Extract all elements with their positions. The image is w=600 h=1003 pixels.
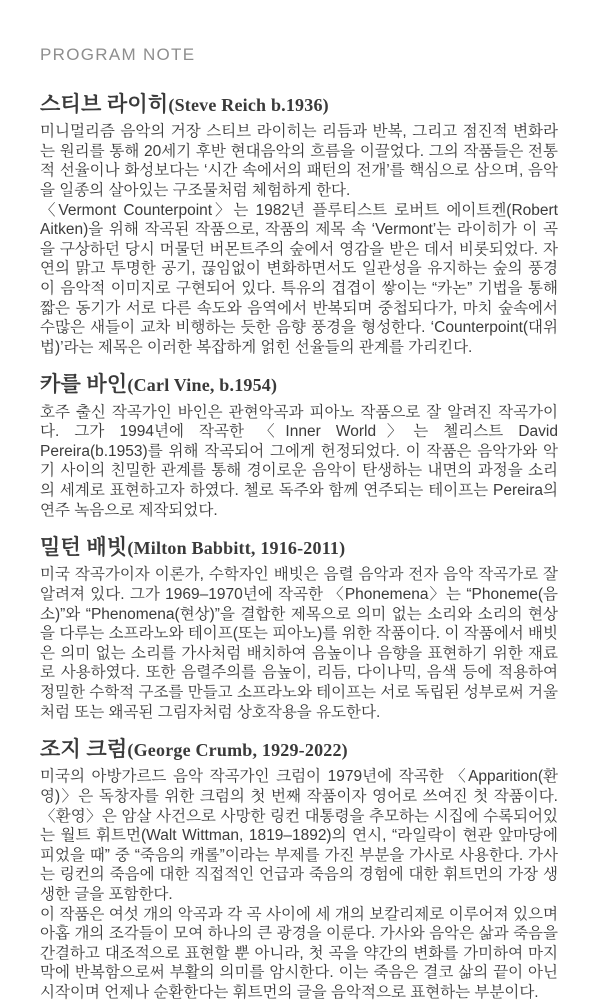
paragraph-inner-world: 호주 출신 작곡가인 바인은 관현악곡과 피아노 작품으로 잘 알려진 작곡가이다. 그가 1994년에 작곡한 〈Inner World〉는 첼리스트 David Pereira(b.1953)를 위해 작곡되어 그에게 헌정되었다. 이 작품은 음악가와 악기 사이의 친밀한 관계를 통해 경이로운 음악이 탄생하는 내면의 과정을 소리의 세계로 표현하고자 하였다. 첼로 독주와 함께 연주되는 테이프는 Pereira의 연주 녹음으로 제작되었다. [40,403,558,519]
composer-name-korean: 카를 바인 [40,372,128,397]
page-title: PROGRAM NOTE [40,45,196,64]
paragraph-reich-intro: 미니멀리즘 음악의 거장 스티브 라이히는 리듬과 반복, 그리고 점진적 변화라는 원리를 통해 20세기 후반 현대음악의 흐름을 이끌었다. 그의 작품들은 전통적 선율이나 화성보다는 ‘시간 속에서의 패턴의 전개’를 핵심으로 삼으며, 음악을 일종의 살아있는 구조물처럼 체험하게 한다. [40,123,558,200]
composer-name-english: (Steve Reich b.1936) [168,95,329,115]
section-heading-milton-babbitt [40,534,558,560]
paragraph-vermont-counterpoint: 〈Vermont Counterpoint〉는 1982년 플루티스트 로버트 에이트켄(Robert Aitken)을 위해 작곡된 작품으로, 작품의 제목 속 ‘Vermont’는 라이히가 이 곡을 구상하던 당시 머물던 버몬트주의 숲에서 영감을 받은 데서 비롯되었다. 자연의 맑고 투명한 공기, 끊임없이 변화하면서도 일관성을 유지하는 숲의 풍경이 음악적 이미지로 구현되어 있다. 특유의 겹겹이 쌓이는 “카논” 기법을 통해 짧은 동기가 서로 다른 속도와 음역에서 반복되며 중첩되다가, 마치 숲속에서 수많은 새들이 교차 비행하는 듯한 음향 풍경을 형성한다. ‘Counterpoint(대위법)’라는 제목은 이러한 복잡하게 얽힌 선율들의 관계를 가리킨다. [40,201,558,356]
paragraph-apparition-structure: 이 작품은 여섯 개의 악곡과 각 곡 사이에 세 개의 보칼리제로 이루어져 있으며 아홉 개의 조각들이 모여 하나의 큰 광경을 이룬다. 가사와 음악은 삶과 죽음을 간결하고 대조적으로 표현할 뿐 아니라, 첫 곡을 약간의 변화를 가미하여 마지막에 반복함으로써 부활의 의미를 암시한다. 이는 죽음은 결코 삶의 끝이 아닌 시작이며 언제나 순환한다는 휘트먼의 글을 음악적으로 표현하는 부분이다. [40,905,558,1001]
section-heading-carl-vine [40,371,558,397]
section-george-crumb [40,736,558,1002]
section-carl-vine [40,371,558,520]
section-heading-steve-reich [40,91,558,117]
paragraph-phonemena: 미국 작곡가이자 이론가, 수학자인 배빗은 음렬 음악과 전자 음악 작곡가로 잘 알려져 있다. 그가 1969–1970년에 작곡한 〈Phonemena〉는 “Phoneme(음소)”와 “Phenomena(현상)”을 결합한 제목으로 의미 없는 소리와 소리의 현상을 다루는 소프라노와 테이프(또는 피아노)를 위한 작품이다. 이 작품에서 배빗은 의미 없는 소리를 가사처럼 배치하여 음높이나 음향을 표현하기 위한 재료로 사용하였다. 또한 음렬주의를 음높이, 리듬, 다이나믹, 음색 등에 적용하여 정밀한 수학적 구조를 만들고 소프라노와 테이프는 서로 독립된 성부로써 거울처럼 또는 왜곡된 그림자처럼 상호작용을 유도한다. [40,566,558,721]
paragraph-apparition: 미국의 아방가르드 음악 작곡가인 크럼이 1979년에 작곡한 〈Apparition(환영)〉은 독창자를 위한 크럼의 첫 번째 작품이자 영어로 쓰여진 첫 작품이다. 〈환영〉은 암살 사건으로 사망한 링컨 대통령을 추모하는 시집에 수록되어있는 월트 휘트먼(Walt Wittman, 1819–1892)의 연시, “라일락이 현관 앞마당에 피었을 때” 중 “죽음의 캐롤”이라는 부제를 가진 부분을 가사로 사용한다. 가사는 링컨의 죽음에 대한 직접적인 언급과 죽음의 경험에 대한 휘트먼의 가장 생생한 글을 포함한다. [40,768,558,903]
section-milton-babbitt [40,534,558,722]
composer-name-korean: 조지 크럼 [40,737,128,762]
composer-name-english: (Carl Vine, b.1954) [127,375,278,396]
composer-name-english: (Milton Babbitt, 1916-2011) [127,538,346,559]
section-steve-reich [40,91,558,357]
composer-name-korean: 밀턴 배빗 [40,535,128,560]
composer-name-korean: 스티브 라이히 [40,92,169,116]
composer-name-english: (George Crumb, 1929-2022) [127,740,348,761]
section-heading-george-crumb [40,736,558,762]
